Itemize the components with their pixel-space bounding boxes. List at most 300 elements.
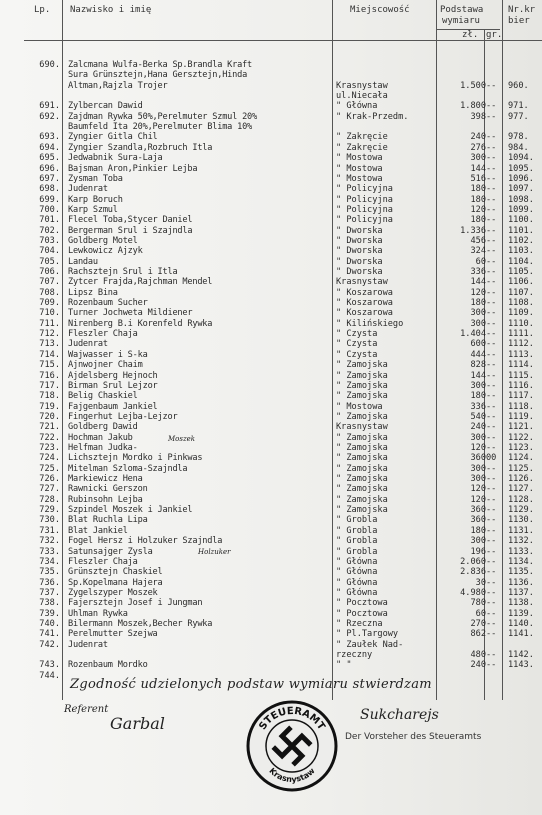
row-place: " Kilińskiego bbox=[336, 318, 404, 329]
row-register-nr: 1107. bbox=[508, 287, 534, 298]
row-amount-gr: -- bbox=[486, 256, 497, 267]
row-amount-zl: 516 bbox=[470, 173, 486, 184]
row-amount-zl: 1.336 bbox=[460, 225, 486, 236]
table-row bbox=[0, 515, 542, 526]
row-place: ul.Niecała bbox=[336, 91, 388, 101]
row-place: " Grobla bbox=[336, 536, 378, 547]
row-amount-zl: 180 bbox=[470, 525, 486, 536]
referent-label: Referent bbox=[64, 704, 109, 715]
row-place: " Główna bbox=[336, 587, 378, 598]
row-name: Zyngier Gitla Chil bbox=[68, 132, 158, 143]
row-amount-gr: -- bbox=[486, 494, 497, 505]
row-place: Krasnystaw bbox=[336, 277, 388, 288]
table-row bbox=[0, 308, 542, 319]
row-register-nr: 1122. bbox=[508, 432, 534, 443]
row-amount-gr: -- bbox=[486, 142, 497, 153]
row-register-nr: 1108. bbox=[508, 298, 534, 308]
row-name: Helfman Judka- bbox=[68, 442, 138, 453]
row-number: 721. bbox=[39, 422, 60, 433]
row-amount-zl: 300 bbox=[470, 463, 486, 474]
row-place: " Mostowa bbox=[336, 173, 383, 184]
row-amount-zl: 300 bbox=[470, 536, 486, 547]
row-amount-zl: 1.500 bbox=[460, 80, 486, 91]
row-number: 732. bbox=[39, 536, 60, 547]
row-amount-zl: 398 bbox=[470, 111, 486, 122]
row-name: Blat Jankiel bbox=[68, 525, 128, 536]
row-place: " Zakręcie bbox=[336, 132, 388, 143]
row-amount-zl: 120 bbox=[470, 494, 486, 505]
row-place: " Zamojska bbox=[336, 411, 388, 422]
row-amount-zl: 360 bbox=[470, 453, 486, 464]
row-register-nr: 1113. bbox=[508, 349, 534, 360]
row-place: " Główna bbox=[336, 101, 378, 112]
row-amount-gr: -- bbox=[486, 474, 497, 484]
row-amount-zl: 300 bbox=[470, 153, 486, 164]
table-row bbox=[0, 650, 542, 661]
row-number: 719. bbox=[39, 401, 60, 412]
row-number: 741. bbox=[39, 629, 60, 640]
row-number: 720. bbox=[39, 411, 60, 422]
row-amount-gr: -- bbox=[486, 225, 497, 236]
table-row bbox=[0, 495, 542, 506]
row-amount-zl: 240 bbox=[470, 660, 486, 671]
row-number: 718. bbox=[39, 391, 60, 402]
table-row bbox=[0, 257, 542, 268]
row-register-nr: 1130. bbox=[508, 515, 534, 526]
row-amount-gr: -- bbox=[486, 484, 497, 495]
row-amount-zl: 780 bbox=[470, 598, 486, 609]
row-name: Perelmutter Szejwa bbox=[68, 629, 158, 640]
row-number: 726. bbox=[39, 474, 60, 484]
row-number: 702. bbox=[39, 225, 60, 236]
row-register-nr: 1096. bbox=[508, 173, 534, 184]
row-number: 733. bbox=[39, 546, 60, 557]
row-register-nr: 1143. bbox=[508, 660, 534, 671]
row-number: 715. bbox=[39, 360, 60, 371]
row-amount-gr: -- bbox=[486, 349, 497, 360]
row-amount-gr: -- bbox=[486, 536, 497, 547]
row-place: " Zamojska bbox=[336, 505, 388, 516]
row-register-nr: 978. bbox=[508, 132, 529, 143]
table-row bbox=[0, 484, 542, 495]
table-row bbox=[0, 609, 542, 620]
row-number: 692. bbox=[39, 111, 60, 122]
row-number: 713. bbox=[39, 339, 60, 350]
row-number: 725. bbox=[39, 463, 60, 474]
row-amount-zl: 540 bbox=[470, 411, 486, 422]
row-number: 705. bbox=[39, 256, 60, 267]
row-amount-zl: 120 bbox=[470, 484, 486, 495]
table-row bbox=[0, 360, 542, 371]
row-amount-gr: -- bbox=[486, 505, 497, 516]
row-amount-gr: -- bbox=[486, 360, 497, 371]
row-register-nr: 1131. bbox=[508, 525, 534, 536]
row-place: " Zamojska bbox=[336, 380, 388, 391]
row-register-nr: 1116. bbox=[508, 380, 534, 391]
row-amount-gr: -- bbox=[486, 318, 497, 329]
row-register-nr: 1098. bbox=[508, 194, 534, 205]
row-number: 728. bbox=[39, 494, 60, 505]
row-amount-gr: -- bbox=[486, 608, 497, 619]
row-name: Zalcmana Wulfa-Berka Sp.Brandla Kraft bbox=[68, 60, 253, 70]
table-row bbox=[0, 236, 542, 247]
header-basis-1: Podstawa bbox=[440, 5, 484, 15]
row-place: " Zamojska bbox=[336, 463, 388, 474]
row-amount-zl: 1.800 bbox=[460, 101, 486, 112]
row-place: Krasnystaw bbox=[336, 422, 388, 433]
row-amount-zl: 360 bbox=[470, 505, 486, 516]
row-number: 709. bbox=[39, 298, 60, 308]
row-amount-gr: -- bbox=[486, 422, 497, 433]
row-number: 706. bbox=[39, 267, 60, 277]
row-number: 714. bbox=[39, 349, 60, 360]
row-number: 696. bbox=[39, 163, 60, 174]
row-register-nr: 1119. bbox=[508, 411, 534, 422]
row-amount-zl: 360 bbox=[470, 515, 486, 526]
basis-rule bbox=[436, 29, 500, 30]
row-amount-gr: -- bbox=[486, 660, 497, 671]
row-register-nr: 1123. bbox=[508, 442, 534, 453]
row-amount-gr: -- bbox=[486, 598, 497, 609]
row-amount-gr: -- bbox=[486, 525, 497, 536]
row-place: " Zamojska bbox=[336, 442, 388, 453]
row-name: Zylbercan Dawid bbox=[68, 101, 143, 112]
row-place: " Pl.Targowy bbox=[336, 629, 399, 640]
row-register-nr: 1117. bbox=[508, 391, 534, 402]
row-amount-gr: -- bbox=[486, 194, 497, 205]
table-row bbox=[0, 153, 542, 164]
row-name: Goldberg Dawid bbox=[68, 422, 138, 433]
annotation-holzuker: Holzuker bbox=[198, 548, 231, 556]
row-place: " Czysta bbox=[336, 329, 378, 340]
row-place: " Zamojska bbox=[336, 370, 388, 381]
row-amount-gr: -- bbox=[486, 184, 497, 195]
row-name: Fleszler Chaja bbox=[68, 329, 138, 340]
row-name: Zytcer Frajda,Rajchman Mendel bbox=[68, 277, 213, 288]
row-amount-gr: -- bbox=[486, 163, 497, 174]
row-amount-zl: 120 bbox=[470, 204, 486, 215]
row-register-nr: 1112. bbox=[508, 339, 534, 350]
row-amount-zl: 4.980 bbox=[460, 587, 486, 598]
row-place: " " bbox=[336, 660, 352, 671]
row-number: 730. bbox=[39, 515, 60, 526]
row-amount-gr: -- bbox=[486, 577, 497, 588]
row-amount-gr: -- bbox=[486, 111, 497, 122]
row-place: " Rzeczna bbox=[336, 618, 383, 629]
row-name: Satunsajger Zysla bbox=[68, 546, 153, 557]
row-amount-gr: -- bbox=[486, 587, 497, 598]
header-nr-2: bier bbox=[508, 16, 530, 26]
row-register-nr: 1121. bbox=[508, 422, 534, 433]
row-amount-zl: 240 bbox=[470, 422, 486, 433]
row-place: " Dworska bbox=[336, 256, 383, 267]
row-amount-gr: -- bbox=[486, 463, 497, 474]
row-register-nr: 1142. bbox=[508, 649, 534, 660]
row-amount-gr: -- bbox=[486, 567, 497, 578]
row-amount-gr: -- bbox=[486, 618, 497, 629]
row-name: Baumfeld Ita 20%,Perelmuter Blima 10% bbox=[68, 122, 253, 133]
vorsteher-signature: Sukcharejs bbox=[360, 707, 439, 723]
table-row bbox=[0, 298, 542, 309]
row-amount-gr: -- bbox=[486, 442, 497, 453]
row-name: Judenrat bbox=[68, 184, 108, 195]
row-register-nr: 1097. bbox=[508, 184, 534, 195]
row-name: Mitelman Szloma-Szajndla bbox=[68, 463, 188, 474]
table-row bbox=[0, 381, 542, 392]
row-register-nr: 971. bbox=[508, 101, 529, 112]
row-place: " Pocztowa bbox=[336, 608, 388, 619]
row-amount-gr: -- bbox=[486, 556, 497, 567]
table-row bbox=[0, 443, 542, 454]
row-number: 740. bbox=[39, 618, 60, 629]
row-number: 711. bbox=[39, 318, 60, 329]
row-number: 701. bbox=[39, 215, 60, 226]
row-amount-zl: 828 bbox=[470, 360, 486, 371]
row-amount-zl: 336 bbox=[470, 267, 486, 277]
row-name: Fleszler Chaja bbox=[68, 556, 138, 567]
row-name: Fajgenbaum Jankiel bbox=[68, 401, 158, 412]
row-number: 743. bbox=[39, 660, 60, 671]
row-register-nr: 1124. bbox=[508, 453, 534, 464]
row-number: 694. bbox=[39, 142, 60, 153]
row-amount-zl: 180 bbox=[470, 194, 486, 205]
row-register-nr: 1140. bbox=[508, 618, 534, 629]
row-amount-gr: -- bbox=[486, 267, 497, 277]
row-amount-zl: 120 bbox=[470, 442, 486, 453]
row-name: Birman Srul Lejzor bbox=[68, 380, 158, 391]
row-number: 744. bbox=[39, 670, 60, 681]
row-name: Altman,Rajzla Trojer bbox=[68, 80, 168, 91]
row-register-nr: 1128. bbox=[508, 494, 534, 505]
row-number: 698. bbox=[39, 184, 60, 195]
table-row bbox=[0, 267, 542, 278]
steueramt-stamp bbox=[246, 700, 338, 792]
row-amount-gr: -- bbox=[486, 204, 497, 215]
row-register-nr: 1136. bbox=[508, 577, 534, 588]
row-number: 731. bbox=[39, 525, 60, 536]
row-place: " Grobla bbox=[336, 546, 378, 557]
row-place: " Dworska bbox=[336, 235, 383, 246]
row-name: Rubinsohn Lejba bbox=[68, 494, 143, 505]
row-number: 699. bbox=[39, 194, 60, 205]
table-row bbox=[0, 412, 542, 423]
row-place: " Policyjna bbox=[336, 194, 393, 205]
row-amount-zl: 300 bbox=[470, 318, 486, 329]
table-row bbox=[0, 195, 542, 206]
row-register-nr: 1118. bbox=[508, 401, 534, 412]
row-number: 722. bbox=[39, 432, 60, 443]
table-row bbox=[0, 464, 542, 475]
row-name: Karp Szmul bbox=[68, 204, 118, 215]
row-amount-zl: 144 bbox=[470, 163, 486, 174]
row-place: " Policyjna bbox=[336, 215, 393, 226]
row-amount-zl: 270 bbox=[470, 618, 486, 629]
row-amount-gr: -- bbox=[486, 391, 497, 402]
row-amount-zl: 1.404 bbox=[460, 329, 486, 340]
row-amount-gr: -- bbox=[486, 173, 497, 184]
row-place: " Koszarowa bbox=[336, 308, 393, 319]
row-name: Rachsztejn Srul i Itla bbox=[68, 267, 178, 277]
row-name: Blat Ruchla Lipa bbox=[68, 515, 148, 526]
row-name: Lipsz Bina bbox=[68, 287, 118, 298]
row-amount-zl: 60 bbox=[475, 256, 486, 267]
row-amount-zl: 600 bbox=[470, 339, 486, 350]
row-place: " Zamojska bbox=[336, 474, 388, 484]
row-place: " Główna bbox=[336, 567, 378, 578]
row-amount-zl: 2.836 bbox=[460, 567, 486, 578]
certification-line: Zgodność udzielonych podstaw wymiaru stwierdzam bbox=[70, 677, 432, 692]
row-name: Rozenbaum Sucher bbox=[68, 298, 148, 308]
row-amount-gr: -- bbox=[486, 308, 497, 319]
row-number: 697. bbox=[39, 173, 60, 184]
row-name: Rawnicki Gerszon bbox=[68, 484, 148, 495]
row-amount-gr: -- bbox=[486, 235, 497, 246]
row-register-nr: 1125. bbox=[508, 463, 534, 474]
row-name: Zajdman Rywka 50%,Perelmuter Szmul 20% bbox=[68, 111, 258, 122]
table-row bbox=[0, 567, 542, 578]
row-name: Zysman Toba bbox=[68, 173, 123, 184]
row-amount-zl: 862 bbox=[470, 629, 486, 640]
row-place: " Koszarowa bbox=[336, 298, 393, 308]
header-nr-1: Nr.kr bbox=[508, 5, 536, 15]
row-name: Rozenbaum Mordko bbox=[68, 660, 148, 671]
row-number: 734. bbox=[39, 556, 60, 567]
row-number: 736. bbox=[39, 577, 60, 588]
row-register-nr: 1114. bbox=[508, 360, 534, 371]
row-register-nr: 1104. bbox=[508, 256, 534, 267]
row-register-nr: 1100. bbox=[508, 215, 534, 226]
row-register-nr: 1106. bbox=[508, 277, 534, 288]
table-row bbox=[0, 339, 542, 350]
row-place: " Grobla bbox=[336, 515, 378, 526]
header-zl: zł. bbox=[462, 30, 479, 40]
row-register-nr: 1134. bbox=[508, 556, 534, 567]
row-amount-gr: -- bbox=[486, 515, 497, 526]
row-register-nr: 1101. bbox=[508, 225, 534, 236]
row-register-nr: 1102. bbox=[508, 235, 534, 246]
row-place: " Zamojska bbox=[336, 484, 388, 495]
row-number: 717. bbox=[39, 380, 60, 391]
row-name: Sp.Kopelmana Hajera bbox=[68, 577, 163, 588]
row-amount-gr: -- bbox=[486, 546, 497, 557]
row-amount-gr: -- bbox=[486, 649, 497, 660]
row-name: Lichsztejn Mordko i Pinkwas bbox=[68, 453, 203, 464]
row-number: 707. bbox=[39, 277, 60, 288]
row-number: 690. bbox=[39, 60, 60, 70]
row-name: Belig Chaskiel bbox=[68, 391, 138, 402]
table-row bbox=[0, 205, 542, 216]
row-name: Judenrat bbox=[68, 639, 108, 650]
row-amount-gr: -- bbox=[486, 339, 497, 350]
row-amount-zl: 324 bbox=[470, 246, 486, 257]
table-row bbox=[0, 132, 542, 143]
row-register-nr: 1132. bbox=[508, 536, 534, 547]
row-amount-gr: -- bbox=[486, 132, 497, 143]
row-name: Sura Grünsztejn,Hana Gersztejn,Hinda bbox=[68, 70, 248, 81]
row-amount-zl: 300 bbox=[470, 308, 486, 319]
row-register-nr: 1133. bbox=[508, 546, 534, 557]
row-amount-gr: -- bbox=[486, 380, 497, 391]
row-place: " Mostowa bbox=[336, 153, 383, 164]
row-number: 742. bbox=[39, 639, 60, 650]
row-register-nr: 977. bbox=[508, 111, 529, 122]
row-register-nr: 1127. bbox=[508, 484, 534, 495]
row-amount-gr: -- bbox=[486, 401, 497, 412]
row-register-nr: 1137. bbox=[508, 587, 534, 598]
row-number: 708. bbox=[39, 287, 60, 298]
row-name: Uhlman Rywka bbox=[68, 608, 128, 619]
row-name: Judenrat bbox=[68, 339, 108, 350]
row-amount-zl: 456 bbox=[470, 235, 486, 246]
row-place: Krasnystaw bbox=[336, 80, 388, 91]
row-amount-zl: 180 bbox=[470, 215, 486, 226]
row-name: Ajnwojner Chaim bbox=[68, 360, 143, 371]
row-place: " Dworska bbox=[336, 225, 383, 236]
row-amount-gr: -- bbox=[486, 329, 497, 340]
row-amount-zl: 276 bbox=[470, 142, 486, 153]
row-register-nr: 1095. bbox=[508, 163, 534, 174]
row-number: 739. bbox=[39, 608, 60, 619]
row-register-nr: 1129. bbox=[508, 505, 534, 516]
row-amount-gr: -- bbox=[486, 370, 497, 381]
header-place: Miejscowość bbox=[350, 5, 410, 15]
row-amount-gr: -- bbox=[486, 153, 497, 164]
row-place: " Pocztowa bbox=[336, 598, 388, 609]
row-register-nr: 1135. bbox=[508, 567, 534, 578]
stamp-top-text: STEUERAMT bbox=[257, 705, 327, 733]
header-name: Nazwisko i imię bbox=[70, 5, 152, 15]
row-name: Wajwasser i S-ka bbox=[68, 349, 148, 360]
table-row bbox=[0, 174, 542, 185]
table-row bbox=[0, 536, 542, 547]
row-number: 703. bbox=[39, 235, 60, 246]
row-amount-zl: 180 bbox=[470, 391, 486, 402]
row-amount-zl: 196 bbox=[470, 546, 486, 557]
row-place: " Grobla bbox=[336, 525, 378, 536]
row-name: Bajsman Aron,Pinkier Lejba bbox=[68, 163, 198, 174]
row-amount-gr: 00 bbox=[486, 453, 497, 464]
row-amount-zl: 144 bbox=[470, 277, 486, 288]
row-register-nr: 1111. bbox=[508, 329, 534, 340]
row-register-nr: 1105. bbox=[508, 267, 534, 277]
row-register-nr: 1094. bbox=[508, 153, 534, 164]
row-number: 704. bbox=[39, 246, 60, 257]
row-number: 693. bbox=[39, 132, 60, 143]
row-name: Fogel Hersz i Holzuker Szajndla bbox=[68, 536, 223, 547]
row-number: 710. bbox=[39, 308, 60, 319]
row-amount-zl: 444 bbox=[470, 349, 486, 360]
row-amount-gr: -- bbox=[486, 629, 497, 640]
row-place: " Mostowa bbox=[336, 401, 383, 412]
table-row bbox=[0, 619, 542, 630]
row-amount-zl: 60 bbox=[475, 608, 486, 619]
row-number: 712. bbox=[39, 329, 60, 340]
row-register-nr: 1110. bbox=[508, 318, 534, 329]
row-amount-zl: 336 bbox=[470, 401, 486, 412]
row-amount-zl: 300 bbox=[470, 474, 486, 484]
row-amount-gr: -- bbox=[486, 215, 497, 226]
row-name: Ajdelsberg Hejnoch bbox=[68, 370, 158, 381]
row-register-nr: 1141. bbox=[508, 629, 534, 640]
row-place: " Główna bbox=[336, 577, 378, 588]
row-name: Lewkowicz Ajzyk bbox=[68, 246, 143, 257]
row-register-nr: 1138. bbox=[508, 598, 534, 609]
row-register-nr: 1126. bbox=[508, 474, 534, 484]
row-amount-gr: -- bbox=[486, 80, 497, 91]
row-place: " Dworska bbox=[336, 246, 383, 257]
row-register-nr: 1099. bbox=[508, 204, 534, 215]
row-place: " Dworska bbox=[336, 267, 383, 277]
